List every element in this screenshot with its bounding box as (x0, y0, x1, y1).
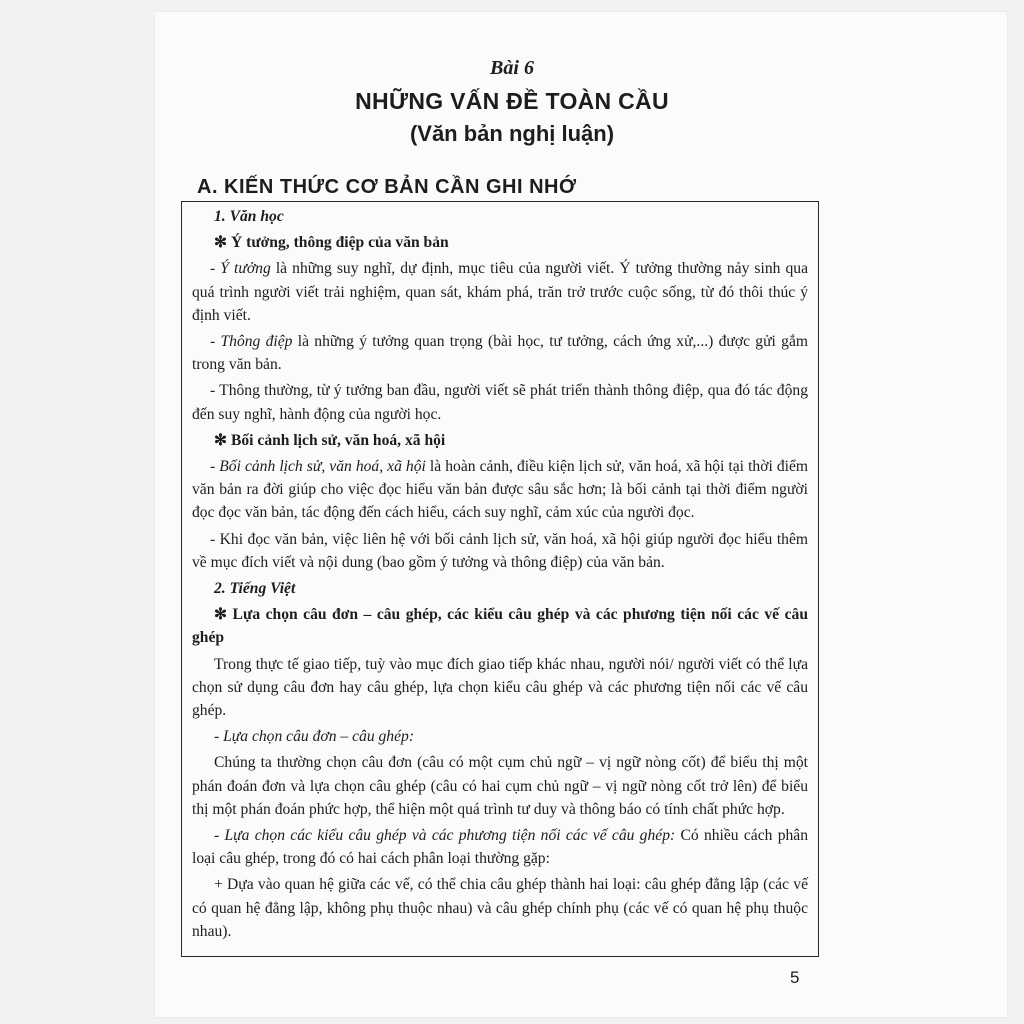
context-heading: ✻ Bối cảnh lịch sử, văn hoá, xã hội (214, 431, 446, 449)
literature-heading: 1. Văn học (214, 208, 284, 225)
idea-term: Ý tưởng (220, 260, 271, 278)
sentence-heading: ✻ Lựa chọn câu đơn – câu ghép, các kiểu câu ghép và các phương tiện nối các vế câu ghép (192, 606, 808, 647)
page-number: 5 (790, 968, 800, 987)
reading-paragraph: - Khi đọc văn bản, việc liên hệ với bối cảnh lịch sử, văn hoá, xã hội giúp người đọc hiểu thêm về mục đích viết và nội dung (bao gồm ý tưởng và thông điệp) của văn bản. (192, 530, 808, 571)
context-term: Bối cảnh lịch sử, văn hoá, xã hội (219, 458, 426, 476)
message-term: Thông điệp (220, 333, 293, 351)
message-text: là những ý tưởng quan trọng (bài học, tư tưởng, cách ứng xử,...) được gửi gắm trong văn bản. (192, 333, 809, 374)
types-paragraph (192, 824, 808, 870)
relation-paragraph: + Dựa vào quan hệ giữa các vế, có thể chia câu ghép thành hai loại: câu ghép đẳng lập (các vế có quan hệ đẳng lập, không phụ thuộc nhau) và câu ghép chính phụ (các vế có quan hệ phụ thuộc nhau). (192, 876, 808, 940)
idea-heading: ✻ Ý tưởng, thông điệp của văn bản (214, 234, 449, 252)
idea-text: là những suy nghĩ, dự định, mục tiêu của người viết. Ý tưởng thường nảy sinh qua quá trình người viết trải nghiệm, quan sát, khám phá, trăn trở trước cuộc sống, từ đó thôi thúc ý định viết. (192, 260, 809, 324)
context-paragraph: - Bối cảnh lịch sử, văn hoá, xã hội là hoàn cảnh, điều kiện lịch sử, văn hoá, xã hội tại thời điểm văn bản ra đời giúp cho việc đọc hiểu văn bản được sâu sắc hơn; là bối cảnh tại thời điểm người đọc đọc văn bản, tác động đến cách hiểu, cách suy nghĩ, cảm xúc của người đọc. (192, 458, 809, 522)
section-heading: A. KIẾN THỨC CƠ BẢN CẦN GHI NHỚ (197, 176, 577, 198)
choice-label: - Lựa chọn câu đơn – câu ghép: (214, 728, 415, 746)
vietnamese-heading: 2. Tiếng Việt (214, 580, 296, 598)
page-subtitle: (Văn bản nghị luận) (409, 121, 615, 146)
choice-paragraph: Chúng ta thường chọn câu đơn (câu có một cụm chủ ngữ – vị ngữ nòng cốt) để biểu thị một phán đoán đơn và lựa chọn câu ghép (câu có hai cụm chủ ngữ – vị ngữ nòng cốt trở lên) để biểu thị một phán đoán phức hợp, thể hiện một quá trình tư duy và thông báo có tính chất phức hợp. (192, 754, 808, 818)
content-body (192, 205, 808, 946)
types-text: Có nhiều cách phân loại câu ghép, trong đó có hai cách phân loại thường gặp: (192, 827, 809, 868)
lesson-label: Bài 6 (490, 57, 534, 79)
context-text: là hoàn cảnh, điều kiện lịch sử, văn hoá, xã hội tại thời điểm văn bản ra đời giúp cho việc đọc hiểu văn bản được sâu sắc hơn; là bối cảnh tại thời điểm người đọc đọc văn bản, tác động đến cách hiểu, cách suy nghĩ, cảm xúc của người đọc. (192, 458, 809, 522)
communication-paragraph: Trong thực tế giao tiếp, tuỳ vào mục đích giao tiếp khác nhau, người nói/ người viết có thể lựa chọn sử dụng câu đơn hay câu ghép, lựa chọn kiểu câu ghép và các phương tiện nối các vế câu ghép. (192, 655, 808, 720)
page-title: NHỮNG VẤN ĐỀ TOÀN CẦU (355, 88, 669, 114)
idea-paragraph: - Ý tưởng là những suy nghĩ, dự định, mục tiêu của người viết. Ý tưởng thường nảy sinh qua quá trình người viết trải nghiệm, quan sát, khám phá, trăn trở trước cuộc sống, từ đó thôi thúc ý định viết. (192, 260, 809, 324)
message-paragraph: - Thông điệp là những ý tưởng quan trọng (bài học, tư tưởng, cách ứng xử,...) được gửi gắm trong văn bản. (192, 333, 809, 374)
usually-paragraph: - Thông thường, từ ý tưởng ban đầu, người viết sẽ phát triển thành thông điệp, qua đó tác động đến suy nghĩ, hành động của người học. (192, 382, 808, 423)
types-label: - Lựa chọn các kiểu câu ghép và các phương tiện nối các vế câu ghép: (214, 827, 676, 845)
